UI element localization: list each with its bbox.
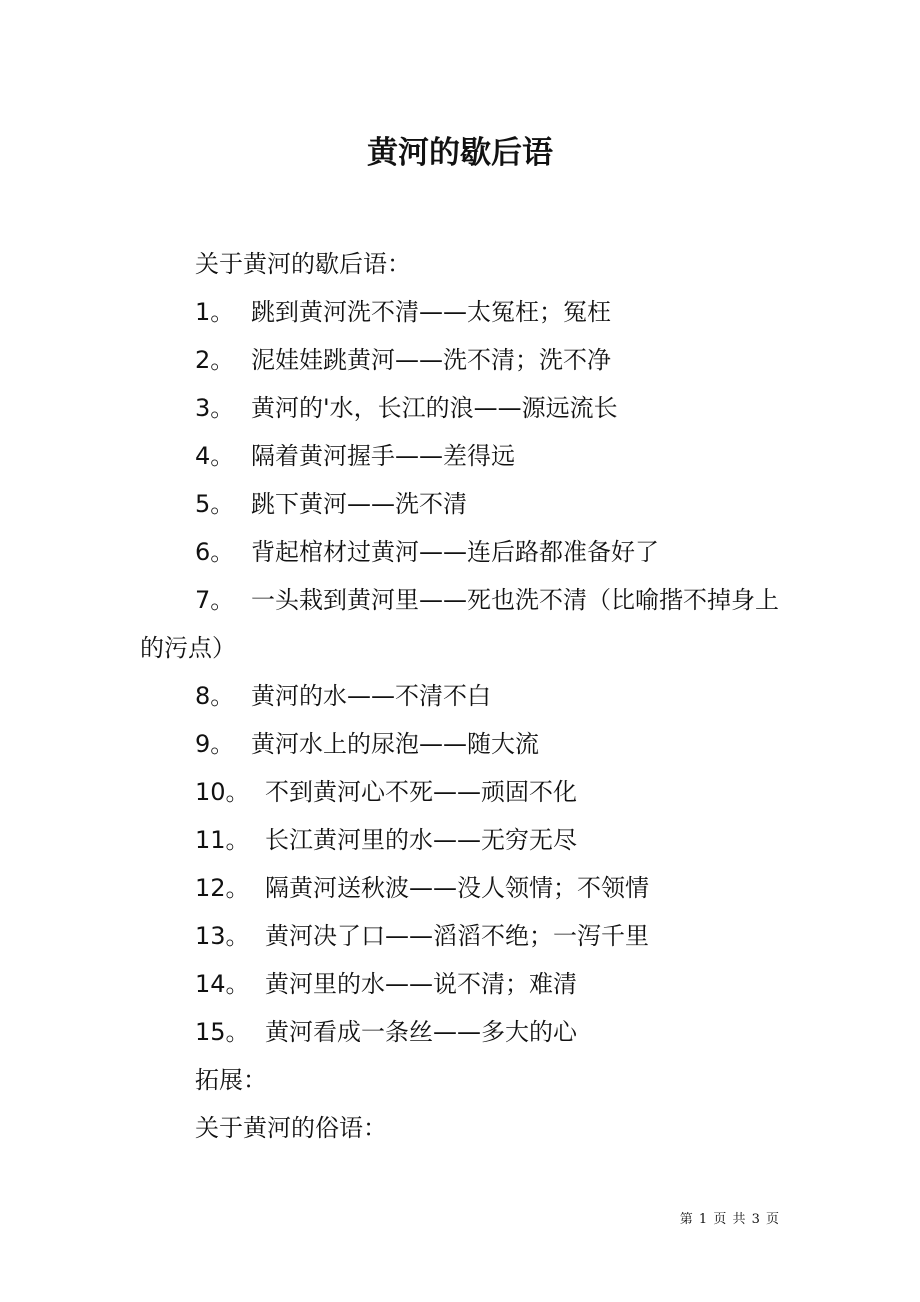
list-item	[140, 480, 790, 528]
item-text: 隔黄河送秋波——没人领情；不领情	[265, 874, 649, 902]
item-text: 黄河里的水——说不清；难清	[265, 970, 577, 998]
item-text: 黄河的'水，长江的浪——源远流长	[251, 394, 618, 422]
item-text: 背起棺材过黄河——连后路都准备好了	[251, 538, 659, 566]
item-number: 13。	[195, 922, 250, 950]
list-item	[140, 960, 790, 1008]
item-number: 6。	[195, 538, 235, 566]
page-footer: 第 1 页 共 3 页	[679, 1212, 780, 1227]
item-text: 泥娃娃跳黄河——洗不清；洗不净	[251, 346, 611, 374]
document-body	[140, 240, 790, 1152]
list-item	[140, 768, 790, 816]
item-text: 长江黄河里的水——无穷无尽	[265, 826, 577, 854]
item-text: 隔着黄河握手——差得远	[251, 442, 515, 470]
item-number: 11。	[195, 826, 250, 854]
item-number: 12。	[195, 874, 250, 902]
item-number: 14。	[195, 970, 250, 998]
item-number: 7。	[195, 586, 235, 614]
list-item	[140, 432, 790, 480]
list-item	[140, 336, 790, 384]
item-number: 4。	[195, 442, 235, 470]
item-number: 8。	[195, 682, 235, 710]
intro-heading: 关于黄河的歇后语：	[195, 250, 411, 278]
list-item	[140, 672, 790, 720]
document-title: 黄河的歇后语	[367, 135, 553, 171]
item-number: 15。	[195, 1018, 250, 1046]
item-text: 跳到黄河洗不清——太冤枉；冤枉	[251, 298, 611, 326]
list-item	[140, 816, 790, 864]
item-text: 黄河的水——不清不白	[251, 682, 491, 710]
extension-heading: 拓展：	[195, 1066, 267, 1094]
proverbs-heading: 关于黄河的俗语：	[195, 1114, 387, 1142]
list-item	[140, 1008, 790, 1056]
item-number: 9。	[195, 730, 235, 758]
item-text: 跳下黄河——洗不清	[251, 490, 467, 518]
item-number: 5。	[195, 490, 235, 518]
item-number: 1。	[195, 298, 235, 326]
item-text: 黄河看成一条丝——多大的心	[265, 1018, 577, 1046]
item-text: 黄河决了口——滔滔不绝；一泻千里	[265, 922, 649, 950]
item-number: 2。	[195, 346, 235, 374]
list-item	[140, 864, 790, 912]
list-item	[140, 576, 790, 672]
item-text: 不到黄河心不死——顽固不化	[265, 778, 577, 806]
item-text: 一头栽到黄河里——死也洗不清（比喻揩不掉身上的污点）	[140, 586, 779, 662]
list-item	[140, 384, 790, 432]
item-text: 黄河水上的尿泡——随大流	[251, 730, 539, 758]
list-item	[140, 720, 790, 768]
list-item	[140, 288, 790, 336]
list-item	[140, 528, 790, 576]
item-number: 10。	[195, 778, 250, 806]
item-number: 3。	[195, 394, 235, 422]
list-item	[140, 912, 790, 960]
